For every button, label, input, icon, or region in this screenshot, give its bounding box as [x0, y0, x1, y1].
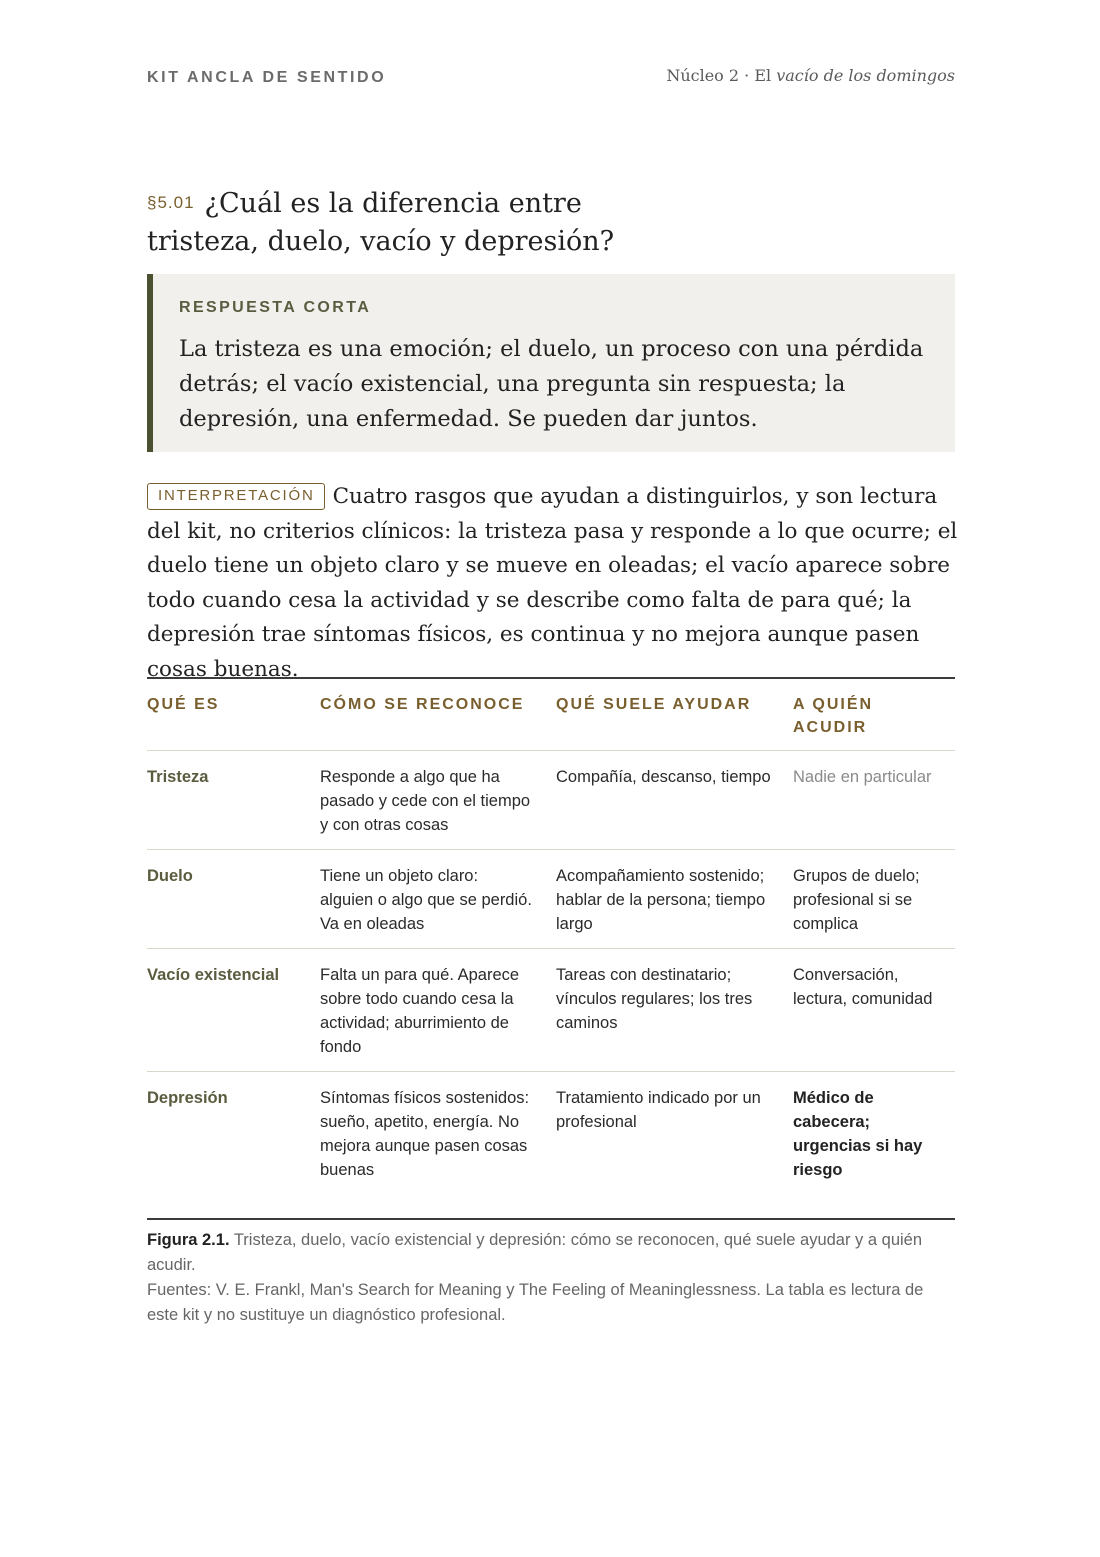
- row-name: Duelo: [147, 867, 193, 885]
- caption-line: [147, 1228, 955, 1278]
- row-name: Depresión: [147, 1089, 228, 1107]
- row-recognize: Tiene un objeto claro: alguien o algo que se perdió. Va en oleadas: [320, 867, 532, 933]
- figure-number: Figura 2.1.: [147, 1231, 230, 1249]
- row-who: Nadie en particular: [793, 768, 932, 786]
- chapter-title: [666, 66, 955, 85]
- row-helps: Tratamiento indicado por un profesional: [556, 1089, 761, 1131]
- section-title: ¿Cuál es la diferencia entre tristeza, duelo, vacío y depresión?: [147, 188, 615, 257]
- running-header: [147, 66, 955, 90]
- interpretation-tag: INTERPRETACIÓN: [147, 483, 325, 510]
- row-helps: Acompañamiento sostenido; hablar de la persona; tiempo largo: [556, 867, 766, 933]
- header-que-es: QUÉ ES: [147, 696, 220, 713]
- row-recognize: Responde a algo que ha pasado y cede con el tiempo y con otras cosas: [320, 768, 531, 834]
- short-answer-label: RESPUESTA CORTA: [179, 299, 372, 316]
- chapter-prefix: Núcleo 2 · El: [666, 66, 777, 85]
- table-row: [147, 949, 955, 1072]
- row-helps: Compañía, descanso, tiempo: [556, 768, 771, 786]
- comparison-table: [147, 677, 955, 1220]
- chapter-italic: vacío de los domingos: [776, 66, 955, 85]
- header-a-quien-acudir: A QUIÉN ACUDIR: [793, 696, 874, 736]
- row-helps: Tareas con destinatario; vínculos regulares; los tres caminos: [556, 966, 753, 1032]
- kit-name: KIT ANCLA DE SENTIDO: [147, 69, 387, 86]
- table-row: [147, 1072, 955, 1218]
- table-header-row: [147, 679, 955, 751]
- row-name: Vacío existencial: [147, 966, 280, 984]
- interpretation-paragraph: [147, 480, 959, 687]
- caption-text: Tristeza, duelo, vacío existencial y depresión: cómo se reconocen, qué suele ayudar y a quién acudir.: [147, 1231, 923, 1274]
- row-who: Grupos de duelo; profesional si se complica: [793, 867, 920, 933]
- row-name: Tristeza: [147, 768, 209, 786]
- figure-caption: [147, 1228, 955, 1328]
- row-recognize: Falta un para qué. Aparece sobre todo cuando cesa la actividad; aburrimiento de fondo: [320, 966, 520, 1056]
- header-como-se-reconoce: CÓMO SE RECONOCE: [320, 696, 525, 713]
- row-who: Conversación, lectura, comunidad: [793, 966, 933, 1008]
- short-answer-box: [147, 274, 955, 452]
- caption-sources: Fuentes: V. E. Frankl, Man's Search for Meaning y The Feeling of Meaninglessness. La tabla es lectura de este kit y no sustituye un diagnóstico profesional.: [147, 1281, 924, 1324]
- section-heading: [147, 186, 667, 259]
- table-row: [147, 850, 955, 949]
- table-row: [147, 751, 955, 850]
- row-recognize: Síntomas físicos sostenidos: sueño, apetito, energía. No mejora aunque pasen cosas buenas: [320, 1089, 530, 1179]
- interpretation-text: Cuatro rasgos que ayudan a distinguirlos, y son lectura del kit, no criterios clínicos: la tristeza pasa y responde a lo que ocurre; el duelo tiene un objeto claro y se mueve en oleadas; el vacío aparece sobre todo cuando cesa la actividad y se describe como falta de para qué; la depresión trae síntomas físicos, es continua y no mejora aunque pasen cosas buenas.: [147, 484, 958, 682]
- section-number: §5.01: [147, 193, 195, 212]
- short-answer-text: La tristeza es una emoción; el duelo, un proceso con una pérdida detrás; el vacío existencial, una pregunta sin respuesta; la depresión, una enfermedad. Se pueden dar juntos.: [179, 336, 924, 432]
- header-que-suele-ayudar: QUÉ SUELE AYUDAR: [556, 696, 752, 713]
- row-who: Médico de cabecera; urgencias si hay riesgo: [793, 1089, 923, 1179]
